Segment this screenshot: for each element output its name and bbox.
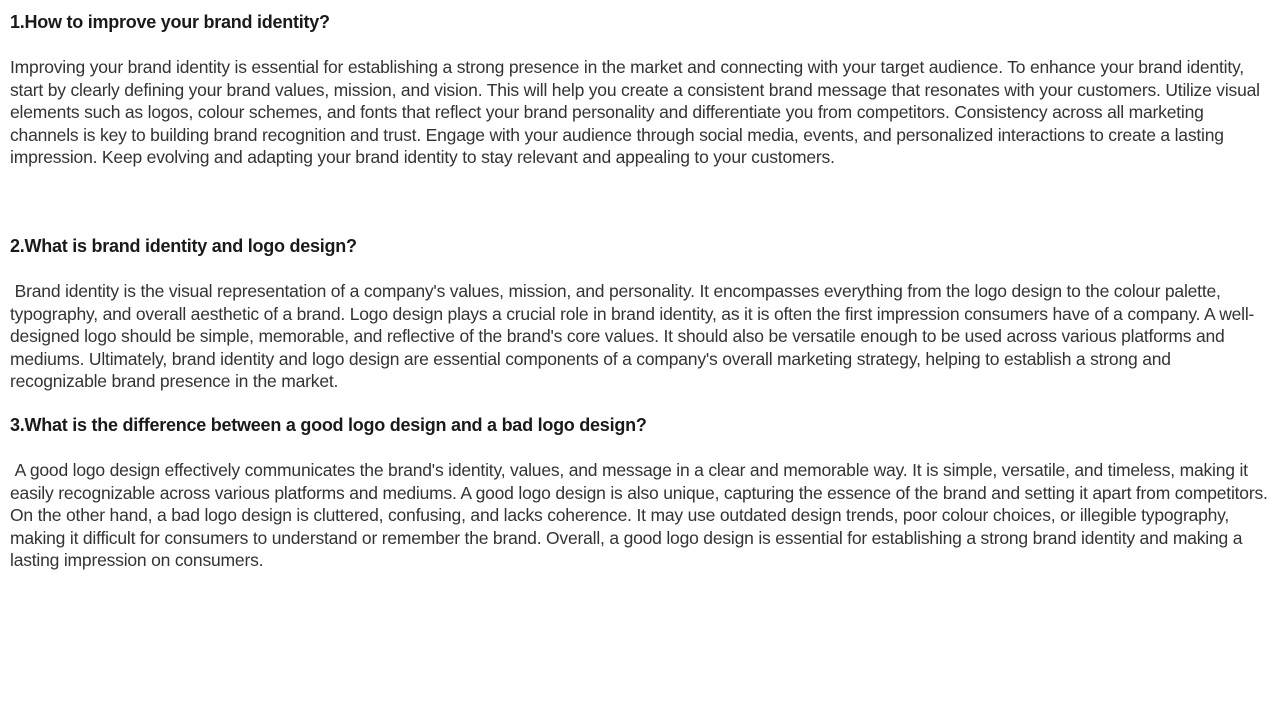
section-2-heading: 2.What is brand identity and logo design? <box>10 236 357 256</box>
section-2-paragraph: Brand identity is the visual representation of a company's values, mission, and personality. It encompasses everything from the logo design to the colour palette, typography, and overall aesthetic of a brand. Logo design plays a crucial role in brand identity, as it is often the first impression consumers have of a company. A well-designed logo should be simple, memorable, and reflective of the brand's core values. It should also be versatile enough to be used across various platforms and mediums. Ultimately, brand identity and logo design are essential components of a company's overall marketing strategy, helping to establish a strong and recognizable brand presence in the market. <box>10 281 1255 391</box>
section-3-heading: 3.What is the difference between a good logo design and a bad logo design? <box>10 415 647 435</box>
section-3-paragraph: A good logo design effectively communicates the brand's identity, values, and message in a clear and memorable way. It is simple, versatile, and timeless, making it easily recognizable across various platforms and mediums. A good logo design is also unique, capturing the essence of the brand and setting it apart from competitors. On the other hand, a bad logo design is cluttered, confusing, and lacks coherence. It may use outdated design trends, poor colour choices, or illegible typography, making it difficult for consumers to understand or remember the brand. Overall, a good logo design is essential for establishing a strong brand identity and making a lasting impression on consumers. <box>10 460 1273 570</box>
section-1-heading: 1.How to improve your brand identity? <box>10 12 330 32</box>
section-1-paragraph: Improving your brand identity is essential for establishing a strong presence in the market and connecting with your target audience. To enhance your brand identity, start by clearly defining your brand values, mission, and vision. This will help you create a consistent brand message that resonates with your customers. Utilize visual elements such as logos, colour schemes, and fonts that reflect your brand personality and differentiate you from competitors. Consistency across all marketing channels is key to building brand recognition and trust. Engage with your audience through social media, events, and personalized interactions to create a lasting impression. Keep evolving and adapting your brand identity to stay relevant and appealing to your customers. <box>10 57 1265 167</box>
